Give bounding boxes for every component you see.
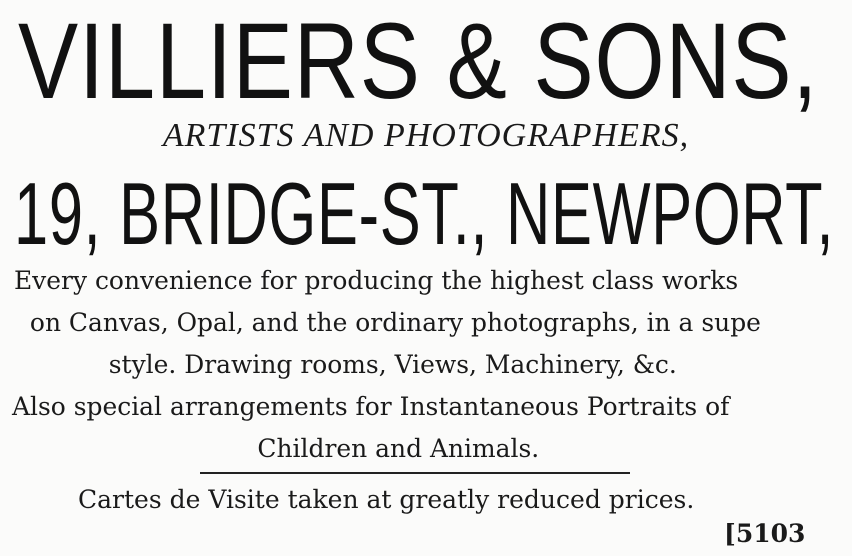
tagline: ARTISTS AND PHOTOGRAPHERS,	[162, 117, 690, 154]
body-line: Also special arrangements for Instantaneous Portraits of	[11, 392, 730, 421]
divider-rule	[200, 472, 630, 474]
reference-number: [5103	[724, 519, 806, 548]
body-line: style. Drawing rooms, Views, Machinery, &c.	[108, 350, 677, 379]
body-line: Every convenience for producing the highest class works	[13, 266, 739, 295]
firm-name-heading: VILLIERS & SONS,	[18, 0, 819, 121]
body-text	[0, 260, 852, 470]
address-heading: 19, BRIDGE-ST., NEWPORT,	[14, 164, 835, 263]
footer-line: Cartes de Visite taken at greatly reduced prices.	[78, 485, 695, 514]
body-line: on Canvas, Opal, and the ordinary photographs, in a supe	[29, 308, 761, 337]
body-line: Children and Animals.	[257, 434, 540, 463]
